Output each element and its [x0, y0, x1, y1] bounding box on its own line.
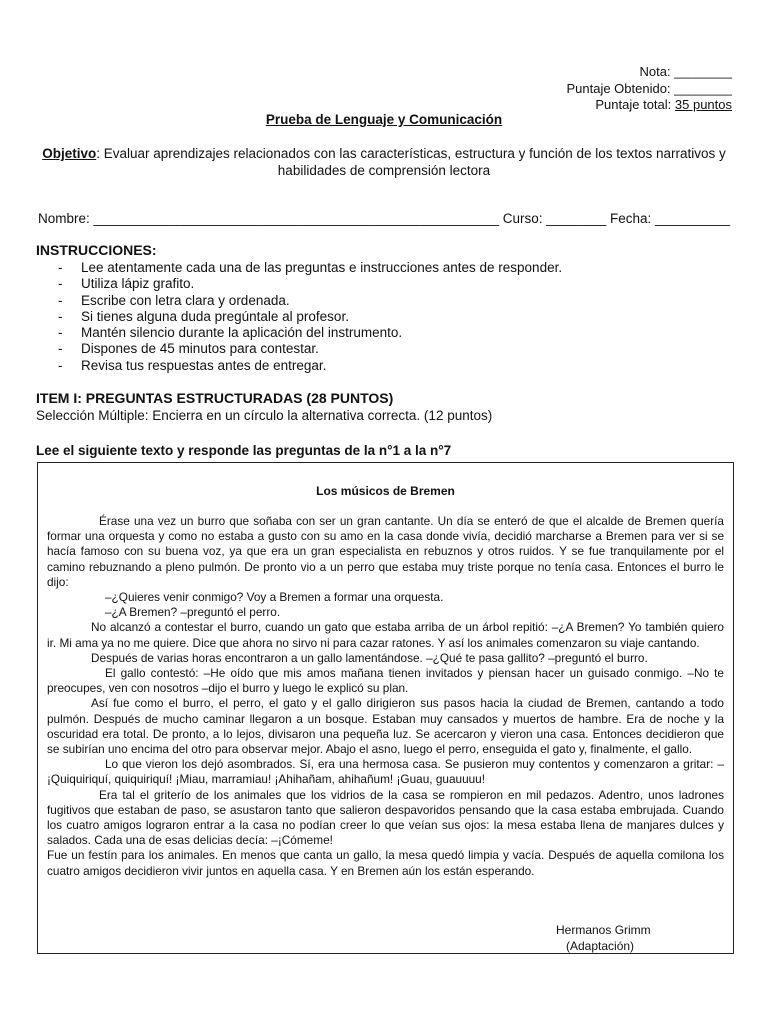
story-paragraph: –¿Quieres venir conmigo? Voy a Bremen a formar una orquesta.	[105, 590, 444, 605]
story-paragraph: Después de varias horas encontraron a un gallo lamentándose. –¿Qué te pasa gallito? –preguntó el burro.	[91, 650, 648, 665]
instruction-item: - Escribe con letra clara y ordenada.	[58, 293, 562, 309]
objective-text: : Evaluar aprendizajes relacionados con las características, estructura y función de los textos narrativos y habilidades de comprensión lectora	[96, 146, 726, 178]
adaptation-note: (Adaptación)	[566, 939, 635, 953]
page-title: Prueba de Lenguaje y Comunicación	[265, 112, 503, 127]
item1-heading: ITEM I: PREGUNTAS ESTRUCTURADAS (28 PUNTOS)	[36, 390, 394, 406]
puntaje-total-value: 35 puntos	[674, 97, 732, 112]
story-paragraph: Era tal el griterío de los animales que los vidrios de la casa se rompieron en mil pedazos. Adentro, unos ladrones fugitivos que estaban de paso, se asustaron tanto que salieron despavoridos pensando que la casa estaba embrujada. Cuando los cuatro amigos lograron entrar a la casa no podían creer lo que veían sus ojos: la mesa estaba llena de manjares dulces y salados. Cada una de esas delicias decía: –¡Cómeme!	[47, 787, 724, 848]
story-paragraph: Érase una vez un burro que soñaba con ser un gran cantante. Un día se enteró de que el alcalde de Bremen quería formar una orquesta y como no estaba a gusto con su amo en la casa donde vivía, decidió marcharse a Bremen para ver si se hacía famoso con su buena voz, ya que era un gran especialista en rebuznos y otros ruidos. Y se fue tranquilamente por el camino rebuznando a pleno pulmón. De pronto vio a un perro que estaba muy triste porque no tenía casa. Entonces el burro le dijo:	[47, 514, 724, 589]
story-title: Los músicos de Bremen	[316, 484, 455, 498]
story-author	[556, 922, 651, 954]
story-paragraph: El gallo contestó: –He oído que mis amos mañana tienen invitados y piensan hacer un guisado conmigo. –No te preocupes, ven con nosotros –dijo el burro y luego le explicó su plan.	[47, 666, 724, 696]
story-box	[37, 462, 734, 954]
multiple-choice-instruction: Selección Múltiple: Encierra en un círculo la alternativa correcta. (12 puntos)	[36, 408, 493, 423]
nota-field: Nota: ________	[639, 64, 732, 79]
instruction-item: - Revisa tus respuestas antes de entregar.	[58, 358, 562, 374]
instruction-item: - Utiliza lápiz grafito.	[58, 276, 562, 292]
puntaje-obtenido-field: Puntaje Obtenido: ________	[566, 80, 732, 96]
author-name: Hermanos Grimm	[556, 923, 651, 937]
instructions-heading: INSTRUCCIONES:	[36, 242, 157, 258]
score-box	[566, 64, 732, 114]
story-paragraph: –¿A Bremen? –preguntó el perro.	[105, 605, 281, 620]
objective-label: Objetivo	[42, 146, 97, 161]
story-paragraph: Fue un festín para los animales. En menos que canta un gallo, la mesa quedó limpia y vacía. Después de aquella comilona los cuatro amigos decidieron vivir juntos en aquella casa. Y en Bremen aún los están esperando.	[47, 848, 724, 878]
student-info-line: Nombre: ______________________________________________________ Curso: ________ Fecha: __________	[38, 211, 731, 226]
story-paragraph: Lo que vieron los dejó asombrados. Sí, era una hermosa casa. Se pusieron muy contentos y comenzaron a gritar: –¡Quiquiriquí, quiquiriquí! ¡Miau, marramiau! ¡Ahihañam, ahihañum! ¡Guau, guauuuu!	[47, 757, 724, 787]
reading-instruction: Lee el siguiente texto y responde las preguntas de la n°1 a la n°7	[36, 443, 452, 458]
instructions-list	[58, 260, 562, 374]
story-paragraph: Así fue como el burro, el perro, el gato y el gallo dirigieron sus pasos hacia la ciudad de Bremen, cantando a todo pulmón. Después de mucho caminar llegaron a un bosque. Estaban muy cansados y muertos de hambre. Era de noche y la oscuridad era total. De pronto, a lo lejos, divisaron una pequeña luz. Se acercaron y vieron una casa. Entonces decidieron que se subirían uno encima del otro para observar mejor. Abajo el asno, luego el perro, enseguida el gato y, finalmente, el gallo.	[47, 696, 724, 757]
story-paragraph: No alcanzó a contestar el burro, cuando un gato que estaba arriba de un árbol repitió: –¿A Bremen? Yo también quiero ir. Mi ama ya no me quiere. Dice que ahora no sirvo ni para cazar ratones. Y así los animales comenzaron su viaje cantando.	[47, 620, 724, 650]
story-body	[47, 514, 724, 879]
objective	[40, 146, 728, 179]
instruction-item: - Dispones de 45 minutos para contestar.	[58, 341, 562, 357]
instruction-item: - Si tienes alguna duda pregúntale al profesor.	[58, 309, 562, 325]
puntaje-total-label: Puntaje total:	[595, 97, 675, 112]
instruction-item: - Lee atentamente cada una de las preguntas e instrucciones antes de responder.	[58, 260, 562, 276]
instruction-item: - Mantén silencio durante la aplicación del instrumento.	[58, 325, 562, 341]
